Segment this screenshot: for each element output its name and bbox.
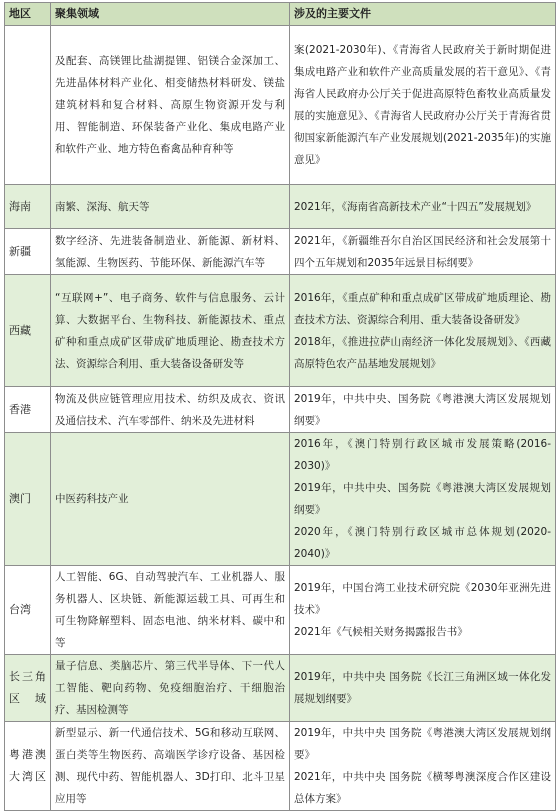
document-item: 2021年《气候相关财务揭露报告书》	[294, 626, 468, 638]
fields-cell: 中医药科技产业	[51, 433, 290, 566]
table-row	[5, 26, 556, 185]
document-item: 2019年，中共中央、国务院《粤港澳大湾区发展规划纲要》	[294, 482, 551, 516]
document-item: 2020年，《澳门特别行政区城市总体规划(2020-2040)》	[294, 526, 551, 560]
region-cell: 台湾	[5, 566, 51, 655]
documents-cell	[290, 229, 556, 275]
fields-cell: 南繁、深海、航天等	[51, 185, 290, 229]
document-item: 2021年，《海南省高新技术产业“十四五”发展规划》	[294, 200, 537, 213]
region-cell: 新疆	[5, 229, 51, 275]
documents-cell	[290, 185, 556, 229]
table-header-row	[5, 3, 556, 26]
table-row	[5, 433, 556, 566]
region-cell: 海南	[5, 185, 51, 229]
document-item: 2021年，中共中央 国务院《横琴粤澳深度合作区建设总体方案》	[294, 771, 551, 805]
fields-cell: 新型显示、新一代通信技术、5G和移动互联网、蛋白类等生物医药、高端医学诊疗设备、基因检测、现代中药、智能机器人、3D打印、北斗卫星应用等	[51, 722, 290, 811]
documents-cell	[290, 26, 556, 185]
documents-cell	[290, 387, 556, 433]
document-item: 2016年，《澳门特别行政区城市发展策略(2016-2030)》	[294, 438, 551, 472]
table-row	[5, 387, 556, 433]
fields-cell: 人工智能、6G、自动驾驶汽车、工业机器人、服务机器人、区块链、新能源运载工具、可再生和可生物降解塑料、固态电池、纳米材料、碳中和等	[51, 566, 290, 655]
table-row	[5, 185, 556, 229]
table-row	[5, 722, 556, 811]
region-cell: 长三角区域	[5, 655, 51, 722]
header-documents: 涉及的主要文件	[290, 3, 556, 26]
document-item: 案(2021-2030年)、《青海省人民政府关于新时期促进集成电路产业和软件产业高质量发展的若干意见》、《青海省人民政府办公厅关于促进高原特色畜牧业高质量发展的实施意见》、《青海省人民政府办公厅关于青海省贯彻国家新能源汽车产业发展规划(2021-2035年)的实施意见》	[294, 44, 551, 166]
documents-cell	[290, 566, 556, 655]
table-row	[5, 655, 556, 722]
table-row	[5, 275, 556, 387]
fields-cell: 及配套、高镁锂比盐湖提锂、铝镁合金深加工、先进晶体材料产业化、相变储热材料研发、镁盐建筑材料和复合材料、高原生物资源开发与利用、智能制造、环保装备产业化、集成电路产业和软件产业、地方特色畜禽品种育种等	[51, 26, 290, 185]
region-cell: 西藏	[5, 275, 51, 387]
documents-cell	[290, 722, 556, 811]
fields-cell: “互联网+”、电子商务、软件与信息服务、云计算、大数据平台、生物科技、新能源技术、重点矿种和重点成矿区带成矿地质理论、勘查技术方法、资源综合利用、重大装备设备研发等	[51, 275, 290, 387]
region-cell	[5, 26, 51, 185]
region-cell: 香港	[5, 387, 51, 433]
header-region: 地区	[5, 3, 51, 26]
fields-cell: 量子信息、类脑芯片、第三代半导体、下一代人工智能、靶向药物、免疫细胞治疗、干细胞治疗、基因检测等	[51, 655, 290, 722]
document-item: 2021年，《新疆维吾尔自治区国民经济和社会发展第十四个五年规划和2035年远景目标纲要》	[294, 234, 551, 269]
document-item: 2016年，《重点矿种和重点成矿区带成矿地质理论、勘查技术方法、资源综合利用、重大装备设备研发》	[294, 291, 551, 326]
table-row	[5, 229, 556, 275]
document-item: 2019年，中共中央 国务院《长江三角洲区域一体化发展规划纲要》	[294, 671, 551, 705]
document-item: 2019年，中共中央 国务院《粤港澳大湾区发展规划纲要》	[294, 727, 551, 761]
industry-table	[4, 2, 556, 811]
fields-cell: 物流及供应链管理应用技术、纺织及成衣、资讯及通信技术、汽车零部件、纳米及先进材料	[51, 387, 290, 433]
region-cell: 粤港澳大湾区	[5, 722, 51, 811]
table-row	[5, 566, 556, 655]
header-fields: 聚集领域	[51, 3, 290, 26]
region-cell: 澳门	[5, 433, 51, 566]
documents-cell	[290, 655, 556, 722]
document-item: 2018年，《推进拉萨山南经济一体化发展规划》、《西藏高原特色农产品基地发展规划》	[294, 335, 551, 370]
fields-cell: 数字经济、先进装备制造业、新能源、新材料、氢能源、生物医药、节能环保、新能源汽车等	[51, 229, 290, 275]
document-item: 2019年，中共中央、国务院《粤港澳大湾区发展规划纲要》	[294, 392, 551, 427]
documents-cell	[290, 433, 556, 566]
document-item: 2019年，中国台湾工业技术研究院《2030年亚洲先进技术》	[294, 582, 551, 616]
documents-cell	[290, 275, 556, 387]
